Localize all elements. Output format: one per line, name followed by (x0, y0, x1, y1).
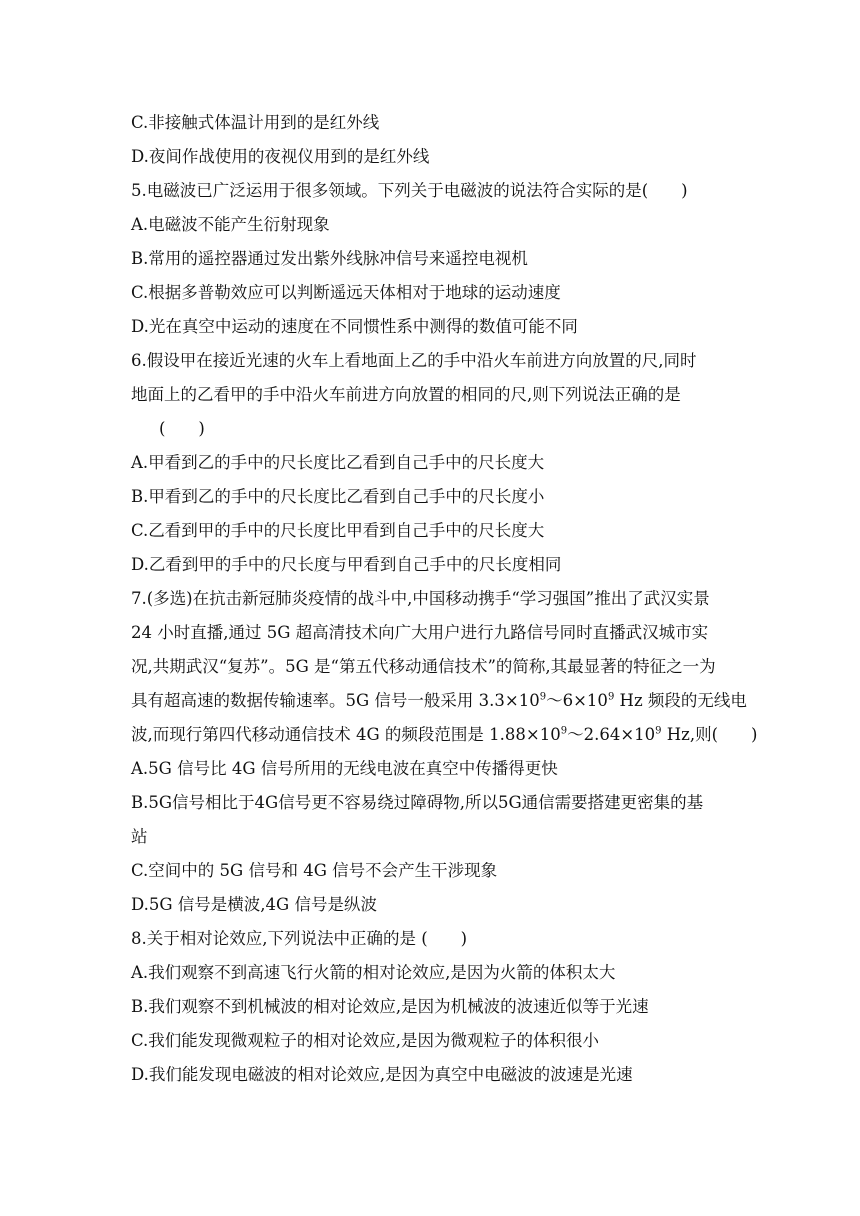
question-5 (131, 174, 735, 344)
question-stem-line-3: 况,共期武汉“复苏”。5G 是“第五代移动通信技术”的简称,其最显著的特征之一为 (131, 657, 716, 676)
option-c: C.根据多普勒效应可以判断遥远天体相对于地球的运动速度 (131, 283, 561, 302)
option-a: A.5G 信号比 4G 信号所用的无线电波在真空中传播得更快 (131, 759, 558, 778)
stem-text: Hz 频段的无线电 (614, 691, 747, 710)
exponent: 9 (560, 725, 568, 737)
option-b: B.常用的遥控器通过发出紫外线脉冲信号来遥控电视机 (131, 249, 528, 268)
question-stem-line-2: 24 小时直播,通过 5G 超高清技术向广大用户进行九路信号同时直播武汉城市实 (131, 623, 709, 642)
question-stem-line-4 (131, 684, 747, 718)
option-b: B.5G信号相比于4G信号更不容易绕过障碍物,所以5G通信需要搭建更密集的基 (131, 793, 704, 812)
exponent: 9 (607, 691, 615, 703)
stem-text: 波,而现行第四代移动通信技术 4G 的频段范围是 1.88×10 (131, 725, 561, 744)
question-4-tail (131, 106, 735, 174)
question-6 (131, 344, 735, 582)
option-d: D.5G 信号是横波,4G 信号是纵波 (131, 895, 377, 914)
exponent: 9 (655, 725, 662, 737)
option-c: C.空间中的 5G 信号和 4G 信号不会产生干涉现象 (131, 861, 498, 880)
question-stem: 8.关于相对论效应,下列说法中正确的是 ( ) (131, 929, 468, 948)
question-stem-line-1: 7.(多选)在抗击新冠肺炎疫情的战斗中,中国移动携手“学习强国”推出了武汉实景 (131, 589, 710, 608)
stem-text: ～6×10 (546, 691, 608, 710)
option-b: B.我们观察不到机械波的相对论效应,是因为机械波的波速近似等于光速 (131, 997, 649, 1016)
question-list (131, 106, 758, 1092)
option-a: A.甲看到乙的手中的尺长度比乙看到自己手中的尺长度大 (131, 453, 545, 472)
option-c: C.乙看到甲的手中的尺长度比甲看到自己手中的尺长度大 (131, 521, 545, 540)
answer-blank: ( ) (159, 419, 205, 438)
exponent: 9 (539, 691, 547, 703)
option-b-continued: 站 (131, 827, 148, 846)
question-8 (131, 922, 735, 1092)
question-stem-line-5 (131, 718, 758, 752)
question-stem: 5.电磁波已广泛运用于很多领域。下列关于电磁波的说法符合实际的是( ) (131, 181, 688, 200)
option-c: C.我们能发现微观粒子的相对论效应,是因为微观粒子的体积很小 (131, 1031, 600, 1050)
stem-text: ～2.64×10 (567, 725, 656, 744)
question-7 (131, 582, 758, 922)
stem-text: Hz,则( ) (661, 725, 758, 744)
option-d: D.乙看到甲的手中的尺长度与甲看到自己手中的尺长度相同 (131, 555, 562, 574)
option-d: D.夜间作战使用的夜视仪用到的是红外线 (131, 147, 430, 166)
question-stem-line-1: 6.假设甲在接近光速的火车上看地面上乙的手中沿火车前进方向放置的尺,同时 (131, 351, 697, 370)
option-d: D.光在真空中运动的速度在不同惯性系中测得的数值可能不同 (131, 317, 578, 336)
option-d: D.我们能发现电磁波的相对论效应,是因为真空中电磁波的波速是光速 (131, 1065, 633, 1084)
option-c: C.非接触式体温计用到的是红外线 (131, 113, 380, 132)
stem-text: 具有超高速的数据传输速率。5G 信号一般采用 3.3×10 (131, 691, 540, 710)
option-a: A.我们观察不到高速飞行火箭的相对论效应,是因为火箭的体积太大 (131, 963, 616, 982)
option-a: A.电磁波不能产生衍射现象 (131, 215, 330, 234)
option-b: B.甲看到乙的手中的尺长度比乙看到自己手中的尺长度小 (131, 487, 545, 506)
question-stem-line-2: 地面上的乙看甲的手中沿火车前进方向放置的相同的尺,则下列说法正确的是 (131, 385, 681, 404)
